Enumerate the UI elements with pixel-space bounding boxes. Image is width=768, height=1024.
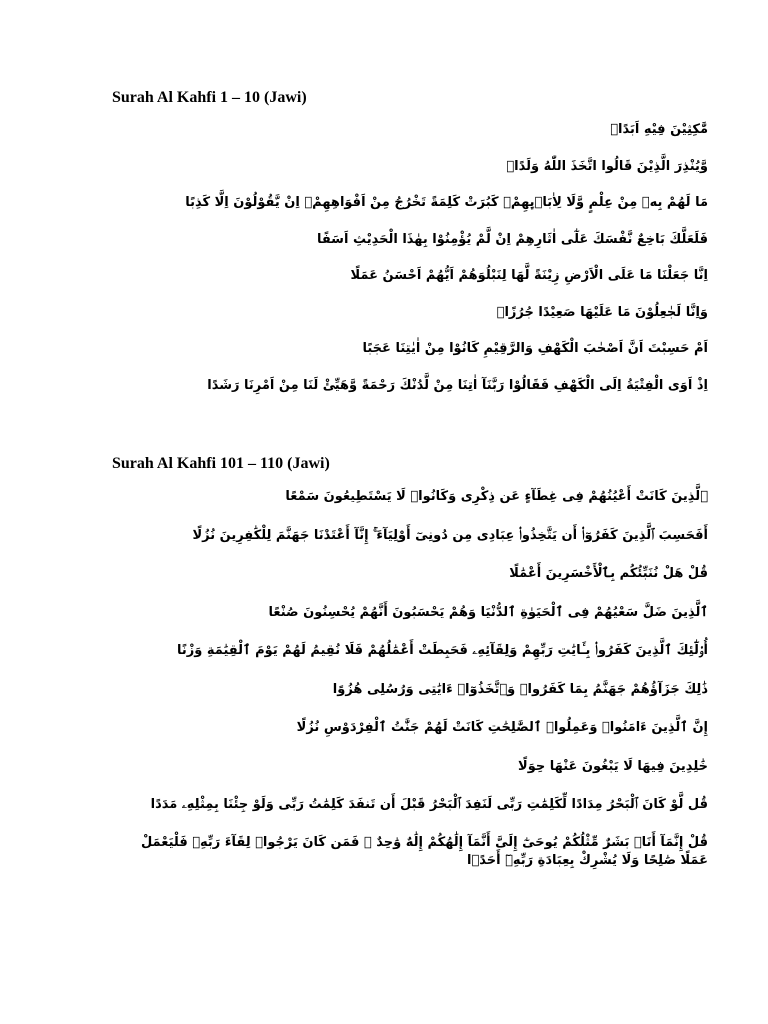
verse-line: ذَٰلِكَ جَزَآؤُهُمْ جَهَنَّمُ بِمَا كَفَرُوا۟ وَٱتَّخَذُوٓا۟ ءَايَٰتِى وَرُسُلِى هُزُوًا [332,681,708,697]
verse-line: ٱلَّذِينَ ضَلَّ سَعْيُهُمْ فِى ٱلْحَيَوٰةِ ٱلدُّنْيَا وَهُمْ يَحْسَبُونَ أَنَّهُمْ يُحْسِنُونَ صُنْعًا [268,604,708,620]
section-al-kahfi-1-10 [112,88,708,404]
verse-line: ٱلَّذِينَ كَانَتْ أَعْيُنُهُمْ فِى غِطَآءٍ عَن ذِكْرِى وَكَانُوا۟ لَا يَسْتَطِيعُونَ سَمْعًا [285,489,708,504]
verse-line: اَمْ حَسِبْتَ اَنَّ اَصْحٰبَ الْكَهْفِ وَالرَّقِيْمِ كَانُوْا مِنْ اٰيٰتِنَا عَجَبًا [362,341,708,356]
verse-line: قُل لَّوْ كَانَ ٱلْبَحْرُ مِدَادًا لِّكَلِمَٰتِ رَبِّى لَنَفِدَ ٱلْبَحْرُ قَبْلَ أَن تَنفَدَ كَلِمَٰتُ رَبِّى وَلَوْ جِئْنَا بِمِثْلِهِۦ مَدَدًا [150,797,708,812]
verse-line: قُلْ هَلْ نُنَبِّئُكُم بِٱلْأَخْسَرِينَ أَعْمَٰلًا [509,566,708,581]
section-title: Surah Al Kahfi 1 – 10 (Jawi) [112,89,307,106]
verse-line: أَفَحَسِبَ ٱلَّذِينَ كَفَرُوٓا۟ أَن يَتَّخِذُوا۟ عِبَادِى مِن دُونِىٓ أَوْلِيَآءَ ۚ إِنَّآ أَعْتَدْنَا جَهَنَّمَ لِلْكَٰفِرِينَ نُزُلًا [192,527,708,543]
verse-line: وَاِنَّا لَجٰعِلُوْنَ مَا عَلَيْهَا صَعِيْدًا جُرُزًاۗ [496,304,708,320]
verse-line: فَلَعَلَّكَ بَاخِعٌ نَّفْسَكَ عَلٰٓى اٰثَارِهِمْ اِنْ لَّمْ يُؤْمِنُوْا بِهٰذَا الْحَدِيْثِ اَسَفًا [316,231,708,247]
verse-line: مَّٰكِثِيْنَ فِيْهِ اَبَدًاۙ [610,122,708,137]
verse-line: مَا لَهُمْ بِهٖ مِنْ عِلْمٍ وَّلَا لِاٰبَاۤىِٕهِمْۗ كَبُرَتْ كَلِمَةً تَخْرُجُ مِنْ اَفْوَاهِهِمْۗ اِنْ يَّقُوْلُوْنَ اِلَّا كَذِبًا [185,195,708,210]
verse-line: وَّيُنْذِرَ الَّذِيْنَ قَالُوا اتَّخَذَ اللّٰهُ وَلَدًاۖ [506,158,708,174]
section-al-kahfi-101-110 [112,454,708,870]
verse-line: إِنَّ ٱلَّذِينَ ءَامَنُوا۟ وَعَمِلُوا۟ ٱلصَّٰلِحَٰتِ كَانَتْ لَهُمْ جَنَّٰتُ ٱلْفِرْدَوْسِ نُزُلًا [296,720,708,735]
verse-line: خَٰلِدِينَ فِيهَا لَا يَبْغُونَ عَنْهَا حِوَلًا [518,758,708,774]
verse-line: أُو۟لَٰٓئِكَ ٱلَّذِينَ كَفَرُوا۟ بِـَٔايَٰتِ رَبِّهِمْ وَلِقَآئِهِۦ فَحَبِطَتْ أَعْمَٰلُهُمْ فَلَا نُقِيمُ لَهُمْ يَوْمَ ٱلْقِيَٰمَةِ وَزْنًا [177,643,708,658]
verse-line: اِنَّا جَعَلْنَا مَا عَلَى الْاَرْضِ زِيْنَةً لَّهَا لِنَبْلُوَهُمْ اَيُّهُمْ اَحْسَنُ عَمَلًا [350,268,708,283]
verse-line: قُلْ إِنَّمَآ أَنَا۠ بَشَرٌ مِّثْلُكُمْ يُوحَىٰٓ إِلَىَّ أَنَّمَآ إِلَٰهُكُمْ إِلَٰهٌ وَٰحِدٌ ۖ فَمَن كَانَ يَرْجُوا۟ لِقَآءَ رَبِّهِۦ فَلْيَعْمَلْ عَمَلًا صَٰلِحًا وَلَا يُشْرِكْ بِعِبَادَةِ رَبِّهِۦٓ أَحَدًۢا [140,834,708,868]
verse-line: اِذْ اَوَى الْفِتْيَةُ اِلَى الْكَهْفِ فَقَالُوْا رَبَّنَآ اٰتِنَا مِنْ لَّدُنْكَ رَحْمَةً وَّهَيِّئْ لَنَا مِنْ اَمْرِنَا رَشَدًا [207,377,708,393]
section-title: Surah Al Kahfi 101 – 110 (Jawi) [112,455,330,472]
